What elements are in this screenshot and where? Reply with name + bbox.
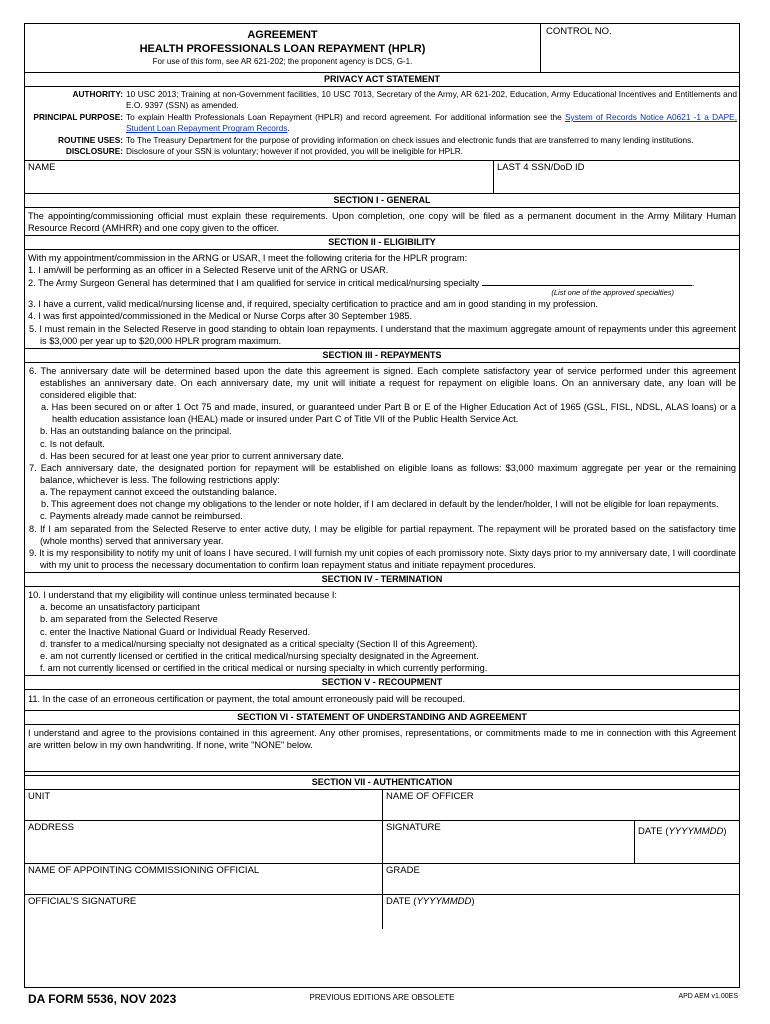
form-version: APD AEM v1.00ES	[678, 993, 738, 1000]
section1-heading: SECTION I - GENERAL	[25, 194, 739, 208]
section1-text: The appointing/commissioning official must explain these requirements. Upon completion, one copy will be filed as a permanent document in the Army Military Human Resource Record (AMHRR) and one copy given to the officer.	[25, 208, 739, 236]
date-label: DATE (	[638, 825, 669, 837]
purpose-text-end: .	[287, 123, 290, 134]
form-title	[25, 28, 540, 57]
section3-item6a: a. Has been secured on or after 1 Oct 75 and made, insured, or guaranteed under Part B or E of the Higher Education Act of 1965 (GSL, FISL, NDSL, ALAS loans) or a health education assistance loan (HEAL) made or insured under Part C of Title VII of the Public Health Service Act.	[41, 402, 736, 425]
officer-date-field[interactable]	[634, 821, 739, 863]
ssn-label: LAST 4 SSN/DoD ID	[497, 161, 585, 173]
privacy-act-heading: PRIVACY ACT STATEMENT	[25, 73, 739, 87]
form-title-line1: AGREEMENT	[247, 29, 318, 41]
address-label: ADDRESS	[28, 821, 74, 833]
auth-row1	[25, 790, 739, 821]
section2-item5: 5. I must remain in the Selected Reserve in good standing to obtain loan repayments. I understand that the maximum aggregate amount of repayments under this agreement is $3,000 per year up to $20,000 HPLR program maximum.	[29, 323, 736, 346]
authority-text: 10 USC 2013; Training at non-Government facilities, 10 USC 7013, Secretary of the Army, AR 621-202, Education, Army Educational Incentives and Entitlements and E.O. 9397 (SSN) as amended.	[126, 89, 737, 111]
section2-item2-end: .	[691, 278, 695, 289]
section3-heading: SECTION III - REPAYMENTS	[25, 349, 739, 363]
section3-item7a: a. The repayment cannot exceed the outstanding balance.	[40, 487, 277, 498]
control-no-field[interactable]	[540, 24, 739, 73]
auth-row4	[25, 895, 739, 929]
section4-item-d: d. transfer to a medical/nursing specialty not designated as a critical specialty (Section II of this Agreement).	[40, 638, 478, 649]
name-field[interactable]	[25, 161, 493, 193]
grade-field[interactable]	[382, 864, 739, 894]
section5-heading: SECTION V - RECOUPMENT	[25, 676, 739, 690]
routine-uses-row	[25, 135, 737, 146]
auth-row3	[25, 864, 739, 895]
section5-item11: 11. In the case of an erroneous certification or payment, the total amount erroneously paid will be recouped.	[25, 690, 739, 711]
purpose-row	[25, 112, 737, 135]
section2-item2-text: 2. The Army Surgeon General has determined that I am qualified for service in critical medical/nursing specialty	[28, 278, 480, 289]
section2-item1: 1. I am/will be performing as an officer in a Selected Reserve unit of the ARNG or USAR.	[28, 265, 389, 276]
routine-uses-text: To The Treasury Department for the purpose of providing information on check issues and electronic funds that are transferred to many lending institutions.	[126, 134, 694, 145]
section3-item8: 8. If I am separated from the Selected Reserve to enter active duty, I may be eligible for partial repayment. The repayment will be prorated based on the satisfactory time (whole months) served that anniversary year.	[29, 523, 736, 546]
officer-signature-field[interactable]	[382, 821, 634, 863]
section6-heading: SECTION VI - STATEMENT OF UNDERSTANDING AND AGREEMENT	[25, 711, 739, 725]
id-fields-row	[25, 161, 739, 194]
officer-name-label: NAME OF OFFICER	[386, 790, 474, 802]
officer-name-field[interactable]	[382, 790, 739, 820]
signature-label: SIGNATURE	[386, 821, 441, 833]
routine-uses-label: ROUTINE USES:	[58, 134, 123, 145]
date2-format: YYYYMMDD	[416, 895, 472, 907]
name-label: NAME	[28, 161, 56, 173]
section4-item-c: c. enter the Inactive National Guard or Individual Ready Reserved.	[40, 626, 311, 637]
section2-heading: SECTION II - ELIGIBILITY	[25, 236, 739, 250]
hplr-agreement-form	[24, 23, 740, 988]
section4-item-f: f. am not currently licensed or certified in the critical medical or nursing specialty in which currently performing.	[40, 663, 488, 674]
form-subtitle: For use of this form, see AR 621-202; the proponent agency is DCS, G-1.	[152, 57, 413, 66]
critical-specialty-field[interactable]	[482, 276, 692, 286]
official-signature-field[interactable]	[25, 895, 382, 929]
specialty-note: (List one of the approved specialties)	[551, 288, 674, 298]
section3-item7c: c. Payments already made cannot be reimbursed.	[40, 511, 243, 522]
system-of-records-link[interactable]: System of Records Notice A0621 -1 a DAPE, Student Loan Repayment Program Records	[126, 111, 738, 134]
section3-item6b: b. Has an outstanding balance on the principal.	[40, 426, 232, 437]
section4-item-b: b. am separated from the Selected Reserve	[40, 614, 218, 625]
purpose-text-main: To explain Health Professionals Loan Repayment (HPLR) and record agreement. For additional information see the	[126, 111, 566, 122]
control-no-label: CONTROL NO.	[546, 26, 612, 37]
section3-body	[25, 363, 739, 573]
appointing-official-field[interactable]	[25, 864, 382, 894]
obsolete-notice: PREVIOUS EDITIONS ARE OBSOLETE	[309, 993, 455, 1002]
date2-close: )	[471, 895, 475, 907]
purpose-text	[126, 112, 737, 135]
section3-item6: 6. The anniversary date will be determined based upon the date this agreement is signed. Each complete satisfactory year of service performed under this agreement establishes an anniversary date. On each anniversary date, my unit will initiate a request for repayment on eligible loans. On an anniversary date, any loan will be considered eligible that:	[29, 365, 736, 401]
disclosure-row	[25, 146, 737, 157]
disclosure-text: Disclosure of your SSN is voluntary; however if not provided, you will be ineligible for HPLR.	[126, 146, 464, 157]
section3-item9: 9. It is my responsibility to notify my unit of loans I have secured. I will furnish my unit copies of each promissory note. Sixty days prior to my anniversary date, I will coordinate with my unit to process the necessary documentation to confirm loan repayment status and initiate repayment procedures.	[29, 547, 736, 571]
handwritten-statement-field[interactable]	[25, 753, 739, 772]
purpose-label: PRINCIPAL PURPOSE:	[33, 111, 123, 122]
form-id: DA FORM 5536, NOV 2023	[28, 992, 177, 1006]
form-footer	[24, 990, 740, 1014]
section3-item7: 7. Each anniversary date, the designated portion for repayment will be established on eligible loans as follows: $3,000 maximum aggregate per year or the remaining balance, whichever is less. The following restrictions apply:	[29, 462, 736, 486]
authority-row	[25, 89, 737, 112]
section3-item6d: d. Has been secured for at least one year prior to current anniversary date.	[40, 450, 344, 461]
form-title-line2: HEALTH PROFESSIONALS LOAN REPAYMENT (HPLR)	[139, 43, 426, 56]
date-format: YYYYMMDD	[668, 825, 724, 837]
authority-label: AUTHORITY:	[72, 89, 123, 99]
unit-label: UNIT	[28, 790, 51, 802]
auth-row2	[25, 821, 739, 864]
unit-field[interactable]	[25, 790, 382, 820]
disclosure-label: DISCLOSURE:	[65, 146, 123, 157]
section4-item-e: e. am not currently licensed or certified in the critical medical/nursing specialty designated in the Agreement.	[40, 650, 479, 661]
ssn-field[interactable]	[493, 161, 739, 193]
section4-body	[25, 587, 739, 676]
address-field[interactable]	[25, 821, 382, 863]
form-header	[25, 24, 739, 73]
section6-text: I understand and agree to the provisions contained in this agreement. Any other promises, representations, or commitments made to me in connection with this Agreement are written below in my own handwriting. If none, write "NONE" below.	[28, 728, 736, 751]
official-date-field[interactable]	[382, 895, 739, 929]
privacy-act-statement	[25, 87, 739, 161]
section7-heading: SECTION VII - AUTHENTICATION	[25, 775, 739, 790]
section2-item4: 4. I was first appointed/commissioned in the Medical or Nurse Corps after 30 September 1985.	[28, 311, 413, 322]
appointing-official-label: NAME OF APPOINTING COMMISSIONING OFFICIAL	[28, 864, 260, 876]
section4-item10: 10. I understand that my eligibility will continue unless terminated because I:	[28, 590, 337, 601]
section4-item-a: a. become an unsatisfactory participant	[40, 602, 200, 613]
section2-body	[25, 250, 739, 349]
section2-intro: With my appointment/commission in the ARNG or USAR, I meet the following criteria for the HPLR program:	[28, 252, 468, 263]
section4-heading: SECTION IV - TERMINATION	[25, 573, 739, 587]
section3-item6c: c. Is not default.	[40, 438, 105, 449]
date2-label: DATE (	[386, 895, 417, 907]
section2-item3: 3. I have a current, valid medical/nursing license and, if required, specialty certification to practice and am in good standing in my profession.	[28, 299, 598, 310]
section3-item7b: b. This agreement does not change my obligations to the lender or note holder, if I am declared in default by the lender/holder, I will not be eligible for loan repayments.	[41, 499, 719, 510]
date-close: )	[723, 825, 727, 837]
official-signature-label: OFFICIAL'S SIGNATURE	[28, 895, 137, 907]
grade-label: GRADE	[386, 864, 420, 876]
